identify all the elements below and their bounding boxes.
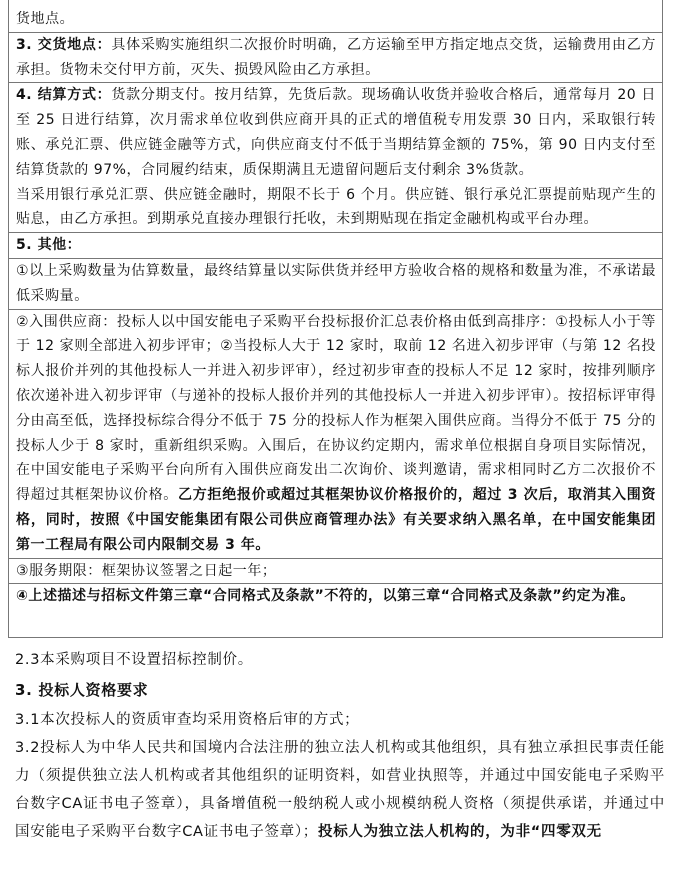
paragraph-2-3: 2.3本采购项目不设置招标控制价。 bbox=[15, 652, 253, 668]
contract-terms-table-cell bbox=[8, 0, 663, 638]
other-label: 5. 其他： bbox=[9, 232, 662, 258]
paragraph-3-1: 3.1本次投标人的资质审查均采用资格后审的方式； bbox=[15, 712, 360, 728]
body-text-section bbox=[15, 646, 665, 846]
paragraph-other-2 bbox=[9, 309, 662, 558]
paragraph-3-2-bold-text: 投标人为独立法人机构的，为非“四零双无 bbox=[318, 824, 602, 840]
paragraph-payment-acceptance: 当采用银行承兑汇票、供应链金融时，期限不长于 6 个月。供应链、银行承兑汇票提前贴现产生的贴息，由乙方承担。到期承兑直接办理银行托收，未到期贴现在指定金融机构或平台办理。 bbox=[16, 186, 656, 228]
other-2-bold-text: 乙方拒绝报价或超过其框架协议价格报价的，超过 3 次后，取消其入围资格，同时，按照《中国安能集团有限公司供应商管理办法》有关要求纳入黑名单，在中国安能集团第一工程局有限公司内限制交易 3 年。 bbox=[16, 487, 657, 553]
payment-label: 4. 结算方式： bbox=[16, 87, 112, 104]
delivery-text: 具体采购实施组织二次报价时明确，乙方运输至甲方指定地点交货，运输费用由乙方承担。货物未交付甲方前，灭失、损毁风险由乙方承担。 bbox=[16, 36, 656, 78]
paragraph-3-2 bbox=[15, 734, 665, 846]
delivery-label: 3. 交货地点： bbox=[16, 36, 112, 53]
section-heading-3: 3. 投标人资格要求 bbox=[15, 681, 149, 699]
paragraph-delivery-location-tail: 货地点。 bbox=[16, 11, 75, 27]
paragraph-payment-method bbox=[9, 82, 662, 182]
paragraph-delivery-location bbox=[9, 32, 662, 83]
paragraph-other-3: ③服务期限：框架协议签署之日起一年； bbox=[9, 558, 662, 584]
paragraph-3-2-text: 3.2投标人为中华人民共和国境内合法注册的独立法人机构或其他组织，具有独立承担民事责任能力（须提供独立法人机构或者其他组织的证明资料，如营业执照等，并通过中国安能电子采购平台数字CA证书电子签章），具备增值税一般纳税人或小规模纳税人资格（须提供承诺，并通过中国安能电子采购平台数字CA证书电子签章）； bbox=[15, 740, 665, 840]
paragraph-other-1: ①以上采购数量为估算数量，最终结算量以实际供货并经甲方验收合格的规格和数量为准，不承诺最低采购量。 bbox=[9, 258, 662, 309]
other-2-text: ②入围供应商：投标人以中国安能电子采购平台投标报价汇总表价格由低到高排序：①投标人小于等于 12 家则全部进入初步评审；②当投标人大于 12 家时，取前 12 名进入初步评审（与第 12 名投标人报价并列的其他投标人一并进入初步评审），经过初步审查的投标人不足 12 家时，按排列顺序依次递补进入初步评审（与递补的投标人报价并列的其他投标人一并进入初步评审）。按招标评审得分由高至低，选择投标综合得分不低于 75 分的投标人作为框架入围供应商。当得分不低于 75 分的投标人少于 8 家时，重新组织采购。入围后，在协议约定期内，需求单位根据自身项目实际情况，在中国安能电子采购平台向所有入围供应商发出二次询价、谈判邀请，需求相同时乙方二次报价不得超过其框架协议价格。 bbox=[16, 313, 656, 504]
paragraph-other-4: ④上述描述与招标文件第三章“合同格式及条款”不符的，以第三章“合同格式及条款”约定为准。 bbox=[9, 583, 662, 609]
payment-text: 货款分期支付。按月结算，先货后款。现场确认收货并验收合格后，通常每月 20 日至 25 日进行结算，次月需求单位收到供应商开具的正式的增值税专用发票 30 日内，采取银行转账、承兑汇票、供应链金融等方式，向供应商支付不低于当期结算金额的 75%，第 90 日内支付至结算货款的 97%，合同履约结束，质保期满且无遗留问题后支付剩余 3%货款。 bbox=[16, 87, 656, 178]
